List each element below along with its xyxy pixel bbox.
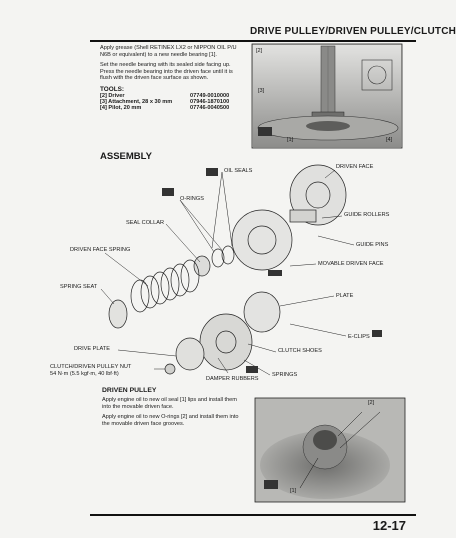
movable-face-part [232, 210, 292, 270]
text-line: Apply engine oil to new O-rings [2] and install them into [102, 414, 239, 421]
text-line: Apply engine oil to new oil seal [1] lips and install them [102, 397, 237, 403]
driven-face-shaft [290, 210, 316, 222]
tool-code: 07746-0040500 [190, 105, 230, 111]
intro-line: N6B or equivalent) to a new needle bearing [1]. [100, 51, 217, 58]
spring-coil [161, 268, 179, 300]
section-title: DRIVE PULLEY/DRIVEN PULLEY/CLUTCH [250, 26, 456, 37]
tool-name: [4] Pilot, 20 mm [100, 105, 142, 111]
assembly-heading: ASSEMBLY [100, 151, 152, 162]
intro-line: Press the needle bearing into the driven face until it is [100, 68, 233, 75]
hub-bore [313, 430, 337, 450]
leader-line [248, 344, 276, 352]
label-damper-rubbers: DAMPER RUBBERS [206, 376, 259, 382]
tool-name: [3] Attachment, 28 x 30 mm [100, 99, 173, 105]
label-movable-driven-face: MOVABLE DRIVEN FACE [318, 261, 384, 267]
drive-plate-part [176, 338, 204, 370]
driven-pulley-heading: DRIVEN PULLEY [102, 387, 157, 394]
leader-line [318, 236, 354, 245]
footer-rule [90, 514, 416, 516]
label-nut: CLUTCH/DRIVEN PULLEY NUT [50, 364, 132, 370]
callout-1: [1] [290, 488, 297, 494]
leader-line [280, 296, 334, 306]
callout-3: [3] [258, 88, 265, 94]
oil-icon [206, 168, 218, 176]
spring-coil [171, 264, 189, 296]
seal-collar-part [194, 256, 210, 276]
intro-line: Apply grease (Shell RETINEX LX2 or NIPPON OIL P/U [100, 45, 237, 51]
leader-line [101, 289, 114, 304]
leader-line [180, 200, 214, 252]
label-springs: SPRINGS [272, 372, 298, 378]
grease-icon [258, 127, 272, 136]
clutch-shoes-part [200, 314, 252, 370]
tools-heading: TOOLS: [100, 86, 125, 93]
callout-2: [2] [368, 400, 375, 406]
oil-icon [246, 366, 258, 373]
tool-name: [2] Driver [100, 93, 125, 99]
leader-line [222, 172, 232, 246]
leader-line [290, 264, 316, 266]
callout-2: [2] [256, 48, 263, 54]
leader-line [118, 350, 176, 356]
spring-coil [181, 260, 199, 292]
oil-icon [264, 480, 278, 489]
grease-icon [268, 270, 282, 276]
text-line: into the movable driven face. [102, 403, 174, 410]
label-seal-collar: SEAL COLLAR [126, 220, 165, 226]
leader-line [180, 200, 222, 250]
label-clutch-shoes: CLUTCH SHOES [278, 348, 322, 354]
spring-seat-part [109, 300, 127, 328]
label-guide-pins: GUIDE PINS [356, 242, 389, 248]
oil-icon [162, 188, 174, 196]
intro-line: flush with the driven face surface as shown. [100, 75, 209, 82]
nut-part [165, 364, 175, 374]
hub [306, 121, 350, 131]
label-driven-face-spring: DRIVEN FACE SPRING [70, 247, 131, 253]
callout-1: [1] [287, 137, 294, 143]
label-plate: PLATE [336, 293, 354, 299]
spring-coil [141, 276, 159, 308]
intro-line: Set the needle bearing with its sealed side facing up. [100, 62, 231, 69]
callout-4: [4] [386, 137, 393, 143]
leader-line [105, 253, 148, 286]
label-spring-seat: SPRING SEAT [60, 284, 98, 290]
page-number: 12-17 [372, 518, 406, 533]
driven-pulley-text [102, 397, 252, 427]
oil-icon [372, 330, 382, 337]
label-oil-seals: OIL SEALS [224, 168, 253, 174]
label-e-clips: E-CLIPS [348, 334, 370, 340]
leader-line [212, 172, 222, 248]
label-torque: 54 N·m (5.5 kgf·m, 40 lbf·ft) [50, 371, 119, 377]
label-o-rings: O-RINGS [180, 196, 204, 202]
plate-part [244, 292, 280, 332]
label-guide-rollers: GUIDE ROLLERS [344, 212, 390, 218]
leader-line [290, 324, 346, 336]
tool-code: 07749-0010000 [190, 93, 230, 99]
label-driven-face: DRIVEN FACE [336, 164, 374, 170]
spring-coil [151, 272, 169, 304]
text-line: the movable driven face grooves. [102, 420, 185, 427]
leader-line [166, 224, 200, 262]
label-drive-plate: DRIVE PLATE [74, 346, 110, 352]
tool-code: 07946-1870100 [190, 99, 230, 105]
